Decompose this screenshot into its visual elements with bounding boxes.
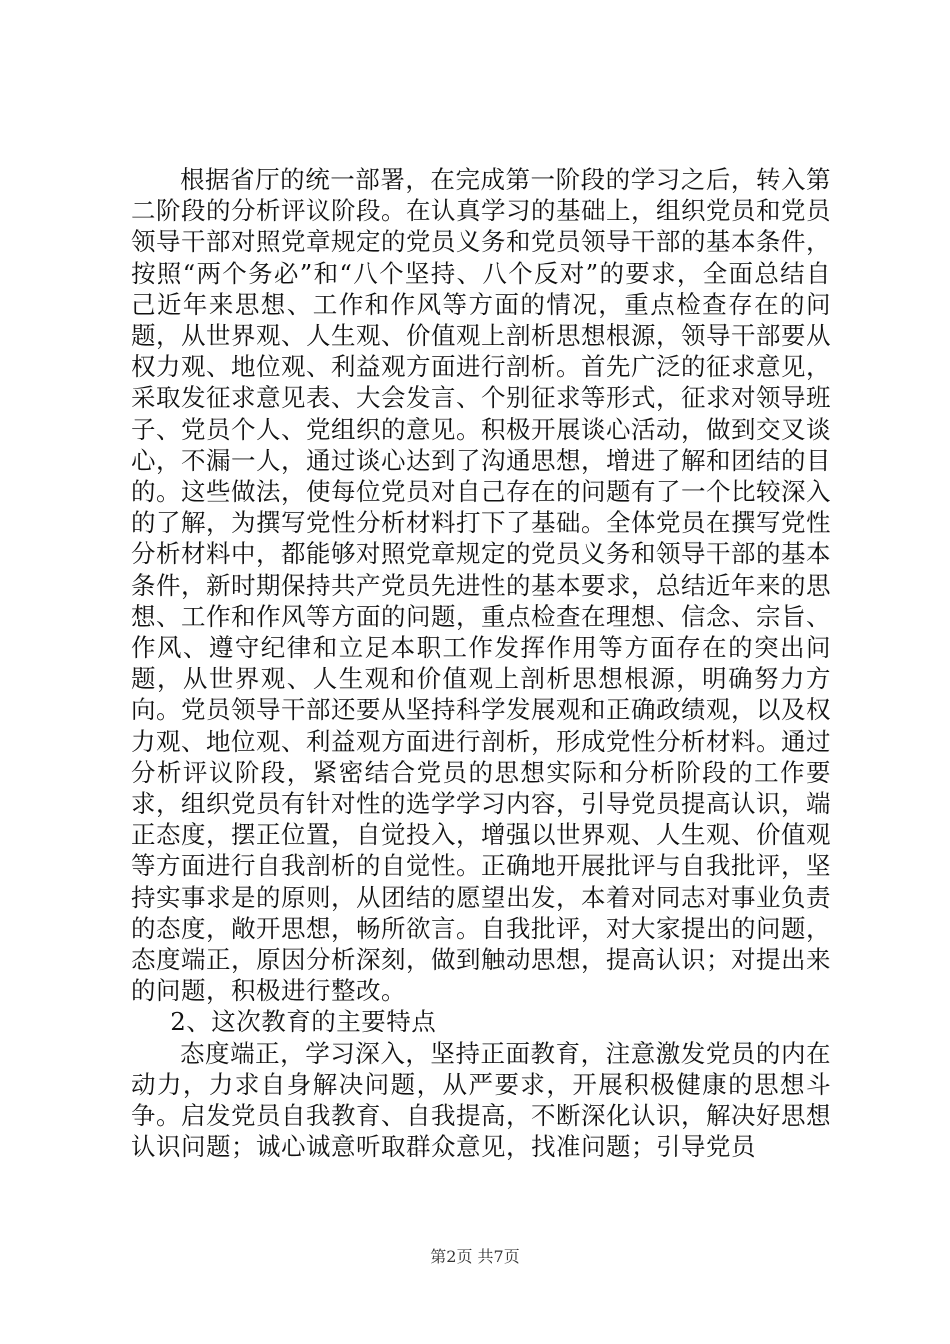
document-body xyxy=(131,164,831,1163)
body-paragraph-1: 根据省厅的统一部署，在完成第一阶段的学习之后，转入第二阶段的分析评议阶段。在认真学习的基础上，组织党员和党员领导干部对照党章规定的党员义务和党员领导干部的基本条件，按照“两个务必”和“八个坚持、八个反对”的要求，全面总结自己近年来思想、工作和作风等方面的情况，重点检查存在的问题，从世界观、人生观、价值观上剖析思想根源，领导干部要从权力观、地位观、利益观方面进行剖析。首先广泛的征求意见，采取发征求意见表、大会发言、个别征求等形式，征求对领导班子、党员个人、党组织的意见。积极开展谈心活动，做到交叉谈心，不漏一人，通过谈心达到了沟通思想，增进了解和团结的目的。这些做法，使每位党员对自己存在的问题有了一个比较深入的了解，为撰写党性分析材料打下了基础。全体党员在撰写党性分析材料中，都能够对照党章规定的党员义务和领导干部的基本条件，新时期保持共产党员先进性的基本要求，总结近年来的思想、工作和作风等方面的问题，重点检查在理想、信念、宗旨、作风、遵守纪律和立足本职工作发挥作用等方面存在的突出问题，从世界观、人生观和价值观上剖析思想根源，明确努力方向。党员领导干部还要从坚持科学发展观和正确政绩观，以及权力观、地位观、利益观方面进行剖析，形成党性分析材料。通过分析评议阶段，紧密结合党员的思想实际和分析阶段的工作要求，组织党员有针对性的选学学习内容，引导党员提高认识，端正态度，摆正位置，自觉投入，增强以世界观、人生观、价值观等方面进行自我剖析的自觉性。正确地开展批评与自我批评，坚持实事求是的原则，从团结的愿望出发，本着对同志对事业负责的态度，敞开思想，畅所欲言。自我批评，对大家提出的问题，态度端正，原因分析深刻，做到触动思想，提高认识；对提出来的问题，积极进行整改。 xyxy=(131,165,831,1006)
page-number-footer: 第2页 共7页 xyxy=(430,1247,520,1266)
body-paragraph-2: 态度端正，学习深入，坚持正面教育，注意激发党员的内在动力，力求自身解决问题，从严要求，开展积极健康的思想斗争。启发党员自我教育、自我提高，不断深化认识，解决好思想认识问题；诚心诚意听取群众意见，找准问题；引导党员 xyxy=(131,1038,831,1162)
section-heading: 2、这次教育的主要特点 xyxy=(170,1007,437,1037)
